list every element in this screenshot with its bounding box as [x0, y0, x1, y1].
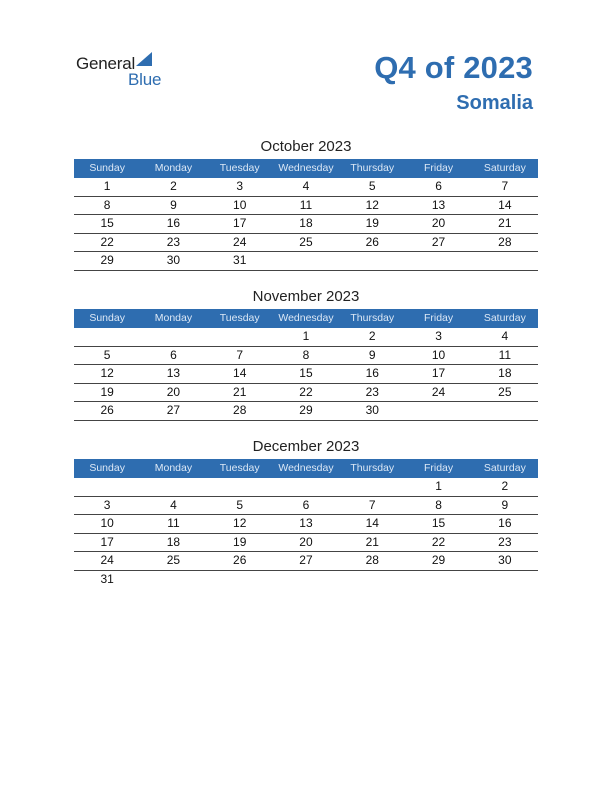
day-cell [140, 571, 206, 589]
day-cell: 30 [498, 553, 512, 567]
day-cell: 9 [170, 197, 177, 212]
week-row [74, 534, 538, 553]
day-cell: 21 [233, 384, 247, 399]
weekday-header-cell: Saturday [483, 162, 526, 174]
day-cell: 2 [170, 179, 177, 193]
day-cell: 22 [431, 534, 446, 549]
day-cell [472, 402, 538, 420]
day-cell: 28 [233, 403, 247, 417]
weekday-header-cell: Monday [154, 462, 193, 474]
day-cell: 5 [368, 179, 376, 193]
week-row [74, 552, 538, 571]
month-title: October 2023 [260, 138, 352, 155]
day-cell: 5 [103, 347, 111, 362]
day-cell: 21 [498, 216, 512, 230]
day-cell: 18 [498, 366, 512, 380]
day-cell [140, 478, 206, 496]
day-cell: 1 [103, 179, 111, 193]
day-cell: 25 [299, 234, 313, 249]
day-cell: 5 [236, 497, 244, 512]
day-cell [140, 328, 206, 346]
day-cell: 28 [365, 553, 379, 567]
month-calendar-november [74, 287, 538, 421]
week-row [74, 384, 538, 403]
day-cell: 10 [233, 197, 247, 212]
week-row [74, 497, 538, 516]
day-cell [405, 252, 471, 270]
day-cell: 8 [302, 347, 310, 362]
day-cell [273, 252, 339, 270]
week-row [74, 515, 538, 534]
day-cell: 29 [100, 253, 114, 267]
page-title: Q4 of 2023 [374, 50, 533, 85]
day-cell [273, 571, 339, 589]
week-row [74, 178, 538, 197]
day-cell: 20 [431, 216, 446, 230]
day-cell: 31 [233, 253, 247, 267]
day-cell: 15 [299, 366, 313, 380]
weekday-header-cell: Saturday [483, 462, 526, 474]
day-cell [405, 402, 471, 420]
day-cell: 4 [170, 497, 177, 512]
day-cell: 1 [435, 479, 442, 493]
day-cell: 3 [435, 329, 442, 343]
day-cell [273, 478, 339, 496]
week-row [74, 215, 538, 234]
day-cell: 23 [498, 534, 512, 549]
day-cell [472, 571, 538, 589]
day-cell: 30 [365, 403, 379, 417]
day-cell [472, 252, 538, 270]
day-cell: 26 [100, 403, 114, 417]
day-cell: 12 [100, 366, 114, 380]
day-cell: 25 [166, 553, 181, 567]
day-cell: 11 [167, 516, 180, 530]
day-cell [339, 252, 405, 270]
logo-triangle-icon [136, 52, 152, 66]
day-cell: 8 [435, 497, 442, 512]
day-cell [405, 571, 471, 589]
day-cell [207, 478, 273, 496]
day-cell: 28 [498, 234, 512, 249]
day-cell: 29 [299, 403, 313, 417]
week-row [74, 234, 538, 253]
day-cell: 24 [431, 384, 446, 399]
day-cell: 22 [100, 234, 114, 249]
day-cell: 24 [100, 553, 114, 567]
day-cell: 24 [233, 234, 247, 249]
day-cell: 19 [100, 384, 114, 399]
day-cell: 16 [365, 366, 379, 380]
week-row [74, 402, 538, 421]
day-cell: 11 [498, 347, 512, 362]
weekday-header-cell: Wednesday [278, 162, 334, 174]
day-cell: 8 [103, 197, 111, 212]
weekday-header-row [74, 309, 538, 328]
day-cell: 20 [299, 534, 313, 549]
weekday-header-cell: Sunday [89, 312, 125, 324]
day-cell: 7 [236, 347, 244, 362]
day-cell: 1 [302, 329, 310, 343]
week-row [74, 365, 538, 384]
day-cell: 10 [100, 516, 114, 530]
weekday-header-cell: Tuesday [219, 312, 260, 324]
day-cell: 20 [166, 384, 181, 399]
day-cell: 12 [233, 516, 247, 530]
day-cell: 27 [166, 403, 181, 417]
week-row [74, 197, 538, 216]
weekday-header-cell: Friday [423, 462, 454, 474]
day-cell [207, 328, 273, 346]
weekday-header-cell: Tuesday [219, 162, 260, 174]
day-cell: 25 [498, 384, 512, 399]
weekday-header-cell: Tuesday [219, 462, 260, 474]
week-row [74, 478, 538, 497]
day-cell: 30 [166, 253, 181, 267]
day-cell: 11 [299, 197, 313, 212]
day-cell [74, 478, 140, 496]
week-row [74, 252, 538, 271]
day-cell: 2 [501, 479, 509, 493]
day-cell: 16 [498, 516, 512, 530]
day-cell: 23 [166, 234, 181, 249]
day-cell: 4 [302, 179, 310, 193]
logo-text-blue: Blue [128, 70, 162, 89]
day-cell: 13 [299, 516, 313, 530]
weekday-header-cell: Monday [154, 312, 193, 324]
day-cell: 6 [302, 497, 310, 512]
day-cell: 19 [233, 534, 247, 549]
day-cell: 21 [365, 534, 379, 549]
weekday-header-cell: Wednesday [278, 312, 334, 324]
generalblue-logo [76, 52, 186, 88]
day-cell: 29 [431, 553, 446, 567]
day-cell: 18 [299, 216, 313, 230]
weekday-header-cell: Thursday [350, 312, 395, 324]
weekday-header-cell: Saturday [483, 312, 526, 324]
week-row [74, 347, 538, 366]
logo-text-general: General [76, 54, 136, 73]
day-cell: 14 [498, 197, 512, 212]
day-cell: 15 [431, 516, 446, 530]
day-cell: 10 [431, 347, 446, 362]
month-calendar-october [74, 137, 538, 271]
day-cell [207, 571, 273, 589]
day-cell: 14 [365, 516, 379, 530]
day-cell: 6 [170, 347, 177, 362]
day-cell: 26 [365, 234, 379, 249]
day-cell: 27 [299, 553, 313, 567]
week-row [74, 328, 538, 347]
weekday-header-cell: Friday [423, 162, 454, 174]
weekday-header-cell: Sunday [89, 162, 125, 174]
day-cell: 7 [501, 179, 509, 193]
weekday-header-cell: Thursday [350, 462, 395, 474]
day-cell: 17 [100, 534, 114, 549]
day-cell: 31 [100, 571, 114, 586]
week-row [74, 571, 538, 589]
day-cell: 3 [103, 497, 111, 512]
month-title: December 2023 [252, 438, 360, 455]
day-cell: 18 [166, 534, 181, 549]
day-cell: 15 [100, 216, 114, 230]
day-cell: 16 [166, 216, 181, 230]
day-cell: 13 [431, 197, 446, 212]
weekday-header-cell: Wednesday [278, 462, 334, 474]
day-cell [339, 571, 405, 589]
day-cell: 14 [233, 366, 247, 380]
day-cell: 7 [368, 497, 376, 512]
day-cell: 17 [233, 216, 247, 230]
day-cell: 23 [365, 384, 379, 399]
day-cell: 26 [233, 553, 247, 567]
weekday-header-cell: Friday [423, 312, 454, 324]
day-cell: 13 [166, 366, 181, 380]
day-cell: 3 [236, 179, 244, 193]
day-cell [74, 328, 140, 346]
weekday-header-cell: Sunday [89, 462, 125, 474]
weekday-header-row [74, 159, 538, 178]
day-cell: 2 [368, 329, 376, 343]
day-cell: 9 [368, 347, 376, 362]
day-cell: 4 [501, 329, 509, 343]
weekday-header-cell: Thursday [350, 162, 395, 174]
weekday-header-cell: Monday [154, 162, 193, 174]
day-cell: 12 [365, 197, 379, 212]
day-cell: 9 [501, 497, 509, 512]
day-cell: 17 [431, 366, 446, 380]
day-cell [339, 478, 405, 496]
day-cell: 19 [365, 216, 379, 230]
day-cell: 27 [431, 234, 446, 249]
month-calendar-december [74, 437, 538, 588]
day-cell: 6 [435, 179, 442, 193]
page-subtitle: Somalia [456, 92, 533, 114]
day-cell: 22 [299, 384, 313, 399]
month-title: November 2023 [252, 288, 360, 305]
weekday-header-row [74, 459, 538, 478]
